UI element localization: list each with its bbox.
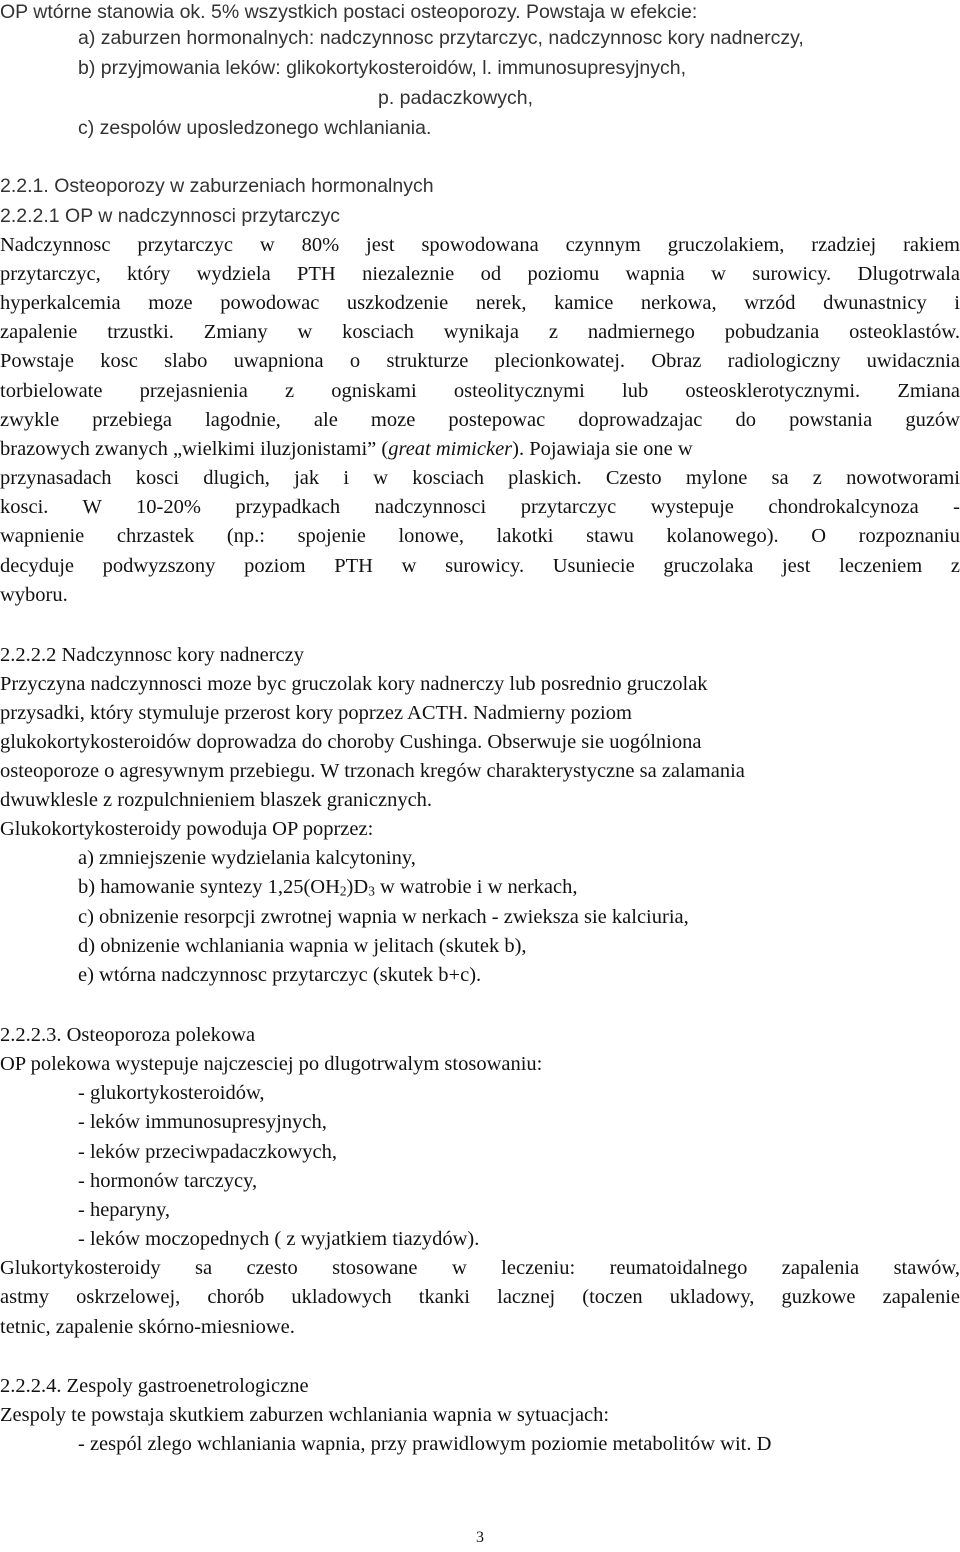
paragraph-line: astmy oskrzelowej, chorób ukladowych tkanki lacznej (toczen ukladowy, guzkowe zapalenie [0,1286,960,1308]
list-item: - zespól zlego wchlaniania wapnia, przy prawidlowym poziomie metabolitów wit. D [78,1433,772,1455]
paragraph-line: zwykle przebiega lagodnie, ale moze postepowac doprowadzajac do powstania guzów [0,409,960,431]
paragraph-line: wyboru. [0,584,68,606]
paragraph-line: Nadczynnosc przytarczyc w 80% jest spowodowana czynnym gruczolakiem, rzadziej rakiem [0,234,960,256]
italic-term: great mimicker [388,438,513,460]
paragraph-line: Powstaje kosc slabo uwapniona o strukturze plecionkowatej. Obraz radiologiczny uwidacznia [0,350,960,372]
list-item: - heparyny, [78,1199,171,1221]
subsection-heading: 2.2.2.3. Osteoporoza polekowa [0,1024,256,1046]
list-item: d) obnizenie wchlaniania wapnia w jelitach (skutek b), [78,935,527,957]
list-item: - leków immunosupresyjnych, [78,1111,327,1133]
paragraph-line: wapnienie chrzastek (np.: spojenie lonowe, lakotki stawu kolanowego). O rozpoznaniu [0,525,960,547]
list-item: c) obnizenie resorpcji zwrotnej wapnia w nerkach - zwieksza sie kalciuria, [78,906,689,928]
list-item: a) zmniejszenie wydzielania kalcytoniny, [78,847,416,869]
paragraph-line: Glukortykosteroidy sa czesto stosowane w leczeniu: reumatoidalnego zapalenia stawów, [0,1257,960,1279]
paragraph-line: przysadki, który stymuluje przerost kory poprzez ACTH. Nadmierny poziom [0,702,632,724]
cause-b-cont: p. padaczkowych, [378,87,534,109]
paragraph-line: osteoporoze o agresywnym przebiegu. W trzonach kregów charakterystyczne sa zalamania [0,760,745,782]
intro-line: OP wtórne stanowia ok. 5% wszystkich postaci osteoporozy. Powstaja w efekcie: [0,1,698,23]
subsection-heading: 2.2.2.2 Nadczynnosc kory nadnerczy [0,644,304,666]
paragraph-line: glukokortykosteroidów doprowadza do choroby Cushinga. Obserwuje sie uogólniona [0,731,702,753]
cause-c: c) zespolów uposledzonego wchlaniania. [78,117,432,139]
list-item: - glukortykosteroidów, [78,1082,265,1104]
list-item: - leków przeciwpadaczkowych, [78,1141,337,1163]
paragraph-line: OP polekowa wystepuje najczesciej po dlugotrwalym stosowaniu: [0,1053,543,1075]
cause-a: a) zaburzen hormonalnych: nadczynnosc przytarczyc, nadczynnosc kory nadnerczy, [78,27,804,49]
paragraph-line: tetnic, zapalenie skórno-miesniowe. [0,1316,295,1338]
paragraph-line: zapalenie trzustki. Zmiany w kosciach wynikaja z nadmiernego pobudzania osteoklastów. [0,321,960,343]
section-heading: 2.2.1. Osteoporozy w zaburzeniach hormonalnych [0,175,434,197]
subsection-heading: 2.2.2.1 OP w nadczynnosci przytarczyc [0,205,340,227]
cause-b: b) przyjmowania leków: glikokortykosteroidów, l. immunosupresyjnych, [78,57,686,79]
page-number: 3 [476,1529,484,1546]
paragraph-line: przynasadach kosci dlugich, jak i w kosciach plaskich. Czesto mylone sa z nowotworami [0,467,960,489]
list-item: - leków moczopednych ( z wyjatkiem tiazydów). [78,1228,480,1250]
paragraph-line: Zespoly te powstaja skutkiem zaburzen wchlaniania wapnia w sytuacjach: [0,1404,610,1426]
paragraph-line: brazowych zwanych „wielkimi iluzjonistami” (great mimicker). Pojawiaja sie one w [0,438,693,460]
paragraph-line: dwuwklesle z rozpulchnieniem blaszek granicznych. [0,789,433,811]
paragraph-line: torbielowate przejasnienia z ogniskami osteolitycznymi lub osteosklerotycznymi. Zmiana [0,380,960,402]
list-item: - hormonów tarczycy, [78,1170,258,1192]
subsection-heading: 2.2.2.4. Zespoly gastroenetrologiczne [0,1375,309,1397]
paragraph-line: Glukokortykosteroidy powoduja OP poprzez: [0,818,374,840]
list-item: b) hamowanie syntezy $1,25(OH_2)D_3$ w watrobie i w nerkach, [78,876,578,899]
paragraph-line: Przyczyna nadczynnosci moze byc gruczolak kory nadnerczy lub posrednio gruczolak [0,673,708,695]
paragraph-line: hyperkalcemia moze powodowac uszkodzenie nerek, kamice nerkowa, wrzód dwunastnicy i [0,292,960,314]
list-item: e) wtórna nadczynnosc przytarczyc (skutek b+c). [78,964,482,986]
paragraph-line: kosci. W 10-20% przypadkach nadczynnosci przytarczyc wystepuje chondrokalcynoza - [0,496,960,518]
paragraph-line: decyduje podwyzszony poziom PTH w surowicy. Usuniecie gruczolaka jest leczeniem z [0,555,960,577]
paragraph-line: przytarczyc, który wydziela PTH niezaleznie od poziomu wapnia w surowicy. Dlugotrwala [0,263,960,285]
